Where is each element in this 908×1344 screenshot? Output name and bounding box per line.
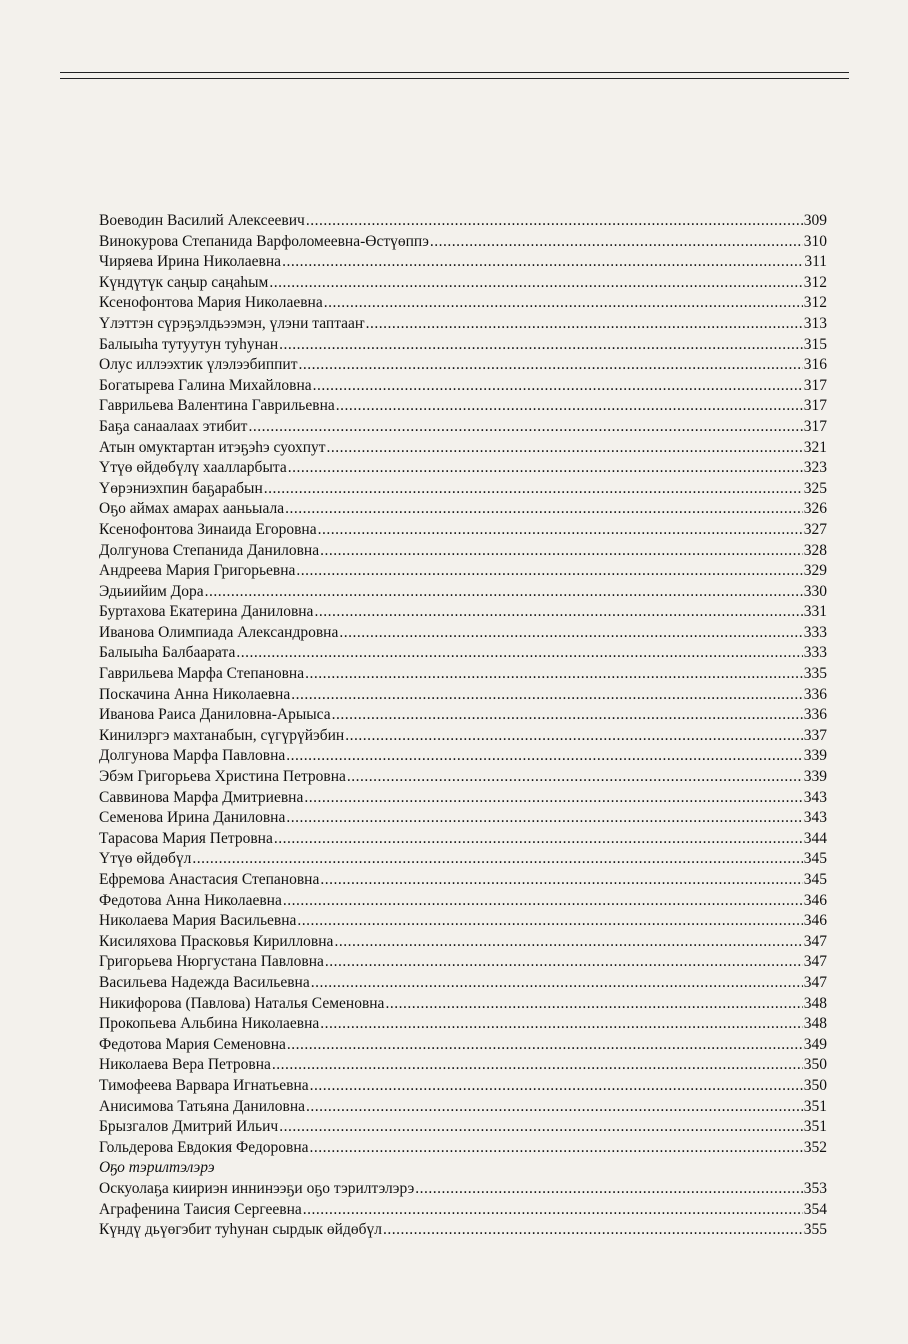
- toc-entry-page: 336: [803, 706, 827, 724]
- toc-entry-page: 312: [803, 294, 827, 312]
- toc-entry-title: Васильева Надежда Васильевна: [99, 973, 310, 991]
- dot-leader: [297, 911, 802, 932]
- dot-leader: [282, 252, 803, 273]
- toc-entry-title: Винокурова Степанида Варфоломеевна-Өстүөппэ: [99, 232, 429, 250]
- toc-entry-page: 321: [803, 438, 827, 456]
- toc-entry-page: 326: [803, 500, 827, 518]
- toc-entry-title: Федотова Мария Семеновна: [99, 1035, 286, 1053]
- toc-entry-page: 323: [803, 459, 827, 477]
- toc-entry: [99, 808, 827, 829]
- toc-entry: [99, 293, 827, 314]
- toc-entry-page: 343: [803, 809, 827, 827]
- dot-leader: [313, 376, 803, 397]
- toc-entry: [99, 1220, 827, 1241]
- toc-entry: [99, 1097, 827, 1118]
- toc-entry-page: 313: [803, 314, 827, 332]
- header-rule-thin: [60, 78, 849, 79]
- toc-entry-page: 317: [803, 397, 827, 415]
- dot-leader: [288, 458, 803, 479]
- dot-leader: [311, 973, 803, 994]
- dot-leader: [334, 932, 802, 953]
- toc-entry-title: Баҕа санаалаах этибит: [99, 417, 248, 435]
- dot-leader: [310, 1138, 803, 1159]
- dot-leader: [269, 273, 802, 294]
- toc-entry-title: Ксенофонтова Зинаида Егоровна: [99, 520, 317, 538]
- toc-entry: [99, 335, 827, 356]
- header-rule-thick: [60, 72, 849, 73]
- dot-leader: [324, 293, 803, 314]
- dot-leader: [286, 808, 802, 829]
- toc-entry-page: 344: [803, 829, 827, 847]
- dot-leader: [298, 355, 802, 376]
- toc-entry: [99, 973, 827, 994]
- toc-entry-page: 352: [803, 1138, 827, 1156]
- dot-leader: [285, 499, 803, 520]
- toc-entry-title: Григорьева Нюргустана Павловна: [99, 953, 324, 971]
- toc-entry-title: Брызгалов Дмитрий Ильич: [99, 1118, 279, 1136]
- dot-leader: [345, 726, 803, 747]
- toc-entry-title: Атын омуктартан итэҕэһэ суохпут: [99, 438, 326, 456]
- toc-entry-title: Поскачина Анна Николаевна: [99, 685, 291, 703]
- dot-leader: [291, 685, 803, 706]
- toc-entry: [99, 932, 827, 953]
- toc-entry-title: Балыыһа Балбаарата: [99, 644, 236, 662]
- toc-entry-title: Гаврильева Валентина Гаврильевна: [99, 397, 335, 415]
- toc-entry-page: 325: [803, 479, 827, 497]
- toc-entry: [99, 849, 827, 870]
- toc-entry-page: 327: [803, 520, 827, 538]
- toc-entry-page: 354: [803, 1200, 827, 1218]
- toc-entry-title: Тарасова Мария Петровна: [99, 829, 273, 847]
- toc-entry-title: Иванова Олимпиада Александровна: [99, 623, 339, 641]
- toc-entry-page: 317: [803, 417, 827, 435]
- toc-entry-title: Гаврильева Марфа Степановна: [99, 665, 305, 683]
- toc-entry-page: 329: [803, 562, 827, 580]
- toc-entry-title: Богатырева Галина Михайловна: [99, 376, 312, 394]
- dot-leader: [264, 479, 803, 500]
- toc-entry: [99, 273, 827, 294]
- dot-leader: [248, 417, 802, 438]
- toc-entry-title: Николаева Вера Петровна: [99, 1056, 271, 1074]
- dot-leader: [430, 232, 803, 253]
- toc-entry: [99, 1014, 827, 1035]
- toc-entry: [99, 314, 827, 335]
- toc-entry-title: Үөрэниэхпин баҕарабын: [99, 479, 263, 497]
- dot-leader: [327, 438, 803, 459]
- toc-entry-page: 331: [803, 603, 827, 621]
- toc-entry-title: Гольдерова Евдокия Федоровна: [99, 1138, 309, 1156]
- dot-leader: [272, 1055, 803, 1076]
- toc-entry-page: 339: [803, 768, 827, 786]
- toc-entry: [99, 870, 827, 891]
- dot-leader: [205, 582, 803, 603]
- toc-entry-title: Воеводин Василий Алексеевич: [99, 212, 305, 229]
- toc-entry-title: Үтүө өйдөбүл: [99, 850, 192, 868]
- toc-entry: [99, 829, 827, 850]
- toc-entry-title: Күндү дьүөгэбит туһунан сырдык өйдөбүл: [99, 1221, 382, 1239]
- dot-leader: [320, 1014, 802, 1035]
- toc-entry-page: 351: [803, 1097, 827, 1115]
- dot-leader: [383, 1220, 803, 1241]
- toc-entry-title: Аграфенина Таисия Сергеевна: [99, 1200, 302, 1218]
- toc-entry-title: Үтүө өйдөбүлү хаалларбыта: [99, 459, 287, 477]
- toc-entry-title: Эдьиийим Дора: [99, 582, 204, 600]
- toc-entry: [99, 911, 827, 932]
- toc-entry: [99, 767, 827, 788]
- toc-entry: [99, 252, 827, 273]
- toc-entry-title: Күндүтүк саңыр саңаһым: [99, 273, 269, 291]
- toc-entry-title: Ефремова Анастасия Степановна: [99, 871, 320, 888]
- toc-entry-page: 346: [803, 891, 827, 909]
- toc-entry-page: 347: [803, 953, 827, 971]
- toc-entry: [99, 685, 827, 706]
- toc-entry-page: 328: [803, 541, 827, 559]
- dot-leader: [274, 829, 803, 850]
- toc-entry: [99, 952, 827, 973]
- toc-entry-page: 345: [803, 850, 827, 868]
- toc-entry-title: Анисимова Татьяна Даниловна: [99, 1097, 305, 1115]
- toc-entry-title: Прокопьева Альбина Николаевна: [99, 1015, 320, 1033]
- toc-entry-title: Никифорова (Павлова) Наталья Семеновна: [99, 994, 385, 1012]
- toc-entry-page: 333: [803, 644, 827, 662]
- dot-leader: [325, 952, 803, 973]
- toc-entry-page: 349: [803, 1035, 827, 1053]
- table-of-contents: [99, 211, 827, 1241]
- toc-entry: [99, 355, 827, 376]
- dot-leader: [286, 746, 803, 767]
- toc-entry: [99, 376, 827, 397]
- toc-entry-page: 316: [803, 356, 827, 374]
- toc-entry-title: Тимофеева Варвара Игнатьевна: [99, 1076, 309, 1094]
- dot-leader: [303, 1200, 803, 1221]
- toc-entry-page: 345: [803, 871, 827, 888]
- dot-leader: [339, 623, 802, 644]
- toc-entry-page: 350: [803, 1076, 827, 1094]
- toc-entry-page: 353: [803, 1179, 827, 1197]
- toc-entry: [99, 705, 827, 726]
- toc-entry-title: Олус иллээхтик үлэлээбиппит: [99, 356, 298, 374]
- dot-leader: [415, 1179, 803, 1200]
- toc-entry-page: 337: [803, 726, 827, 744]
- toc-entry: [99, 541, 827, 562]
- toc-entry: [99, 232, 827, 253]
- toc-entry-page: 317: [803, 376, 827, 394]
- section-heading: Оҕо тэрилтэлэрэ: [99, 1159, 215, 1177]
- dot-leader: [279, 335, 803, 356]
- toc-entry: [99, 211, 827, 232]
- toc-entry-title: Кинилэргэ махтанабын, сүгүрүйэбин: [99, 726, 345, 744]
- toc-entry: [99, 417, 827, 438]
- toc-entry: [99, 1138, 827, 1159]
- toc-entry-page: 350: [803, 1056, 827, 1074]
- toc-entry-page: 347: [803, 932, 827, 950]
- dot-leader: [320, 870, 802, 891]
- dot-leader: [336, 396, 803, 417]
- toc-entry: [99, 664, 827, 685]
- toc-entry: [99, 561, 827, 582]
- toc-entry-page: 347: [803, 973, 827, 991]
- toc-entry-title: Кисиляхова Прасковья Кирилловна: [99, 932, 334, 950]
- toc-entry-title: Долгунова Степанида Даниловна: [99, 541, 320, 559]
- toc-entry: [99, 643, 827, 664]
- toc-entry-title: Семенова Ирина Даниловна: [99, 809, 286, 827]
- toc-entry-page: 336: [803, 685, 827, 703]
- dot-leader: [287, 1035, 803, 1056]
- toc-entry: [99, 1055, 827, 1076]
- toc-entry: [99, 1200, 827, 1221]
- toc-entry: [99, 1117, 827, 1138]
- dot-leader: [366, 314, 803, 335]
- dot-leader: [283, 891, 803, 912]
- toc-entry-page: 346: [803, 912, 827, 930]
- toc-entry-title: Андреева Мария Григорьевна: [99, 562, 296, 580]
- toc-entry-title: Оскуолаҕа киириэн иннинээҕи оҕо тэрилтэлэрэ: [99, 1179, 415, 1197]
- toc-entry-title: Саввинова Марфа Дмитриевна: [99, 788, 304, 806]
- toc-entry-page: 333: [803, 623, 827, 641]
- toc-entry-title: Оҕо аймах амарах ааньыала: [99, 500, 285, 518]
- toc-entry-page: 309: [803, 212, 827, 229]
- toc-entry-page: 348: [803, 1015, 827, 1033]
- dot-leader: [279, 1117, 803, 1138]
- dot-leader: [192, 849, 802, 870]
- toc-entry-page: 343: [803, 788, 827, 806]
- toc-entry: [99, 891, 827, 912]
- dot-leader: [347, 767, 803, 788]
- dot-leader: [306, 1097, 803, 1118]
- toc-entry-page: 311: [804, 253, 827, 271]
- dot-leader: [310, 1076, 803, 1097]
- dot-leader: [314, 602, 802, 623]
- toc-entry: [99, 1035, 827, 1056]
- toc-entry-title: Ксенофонтова Мария Николаевна: [99, 294, 323, 312]
- toc-entry: [99, 458, 827, 479]
- toc-entry-page: 355: [803, 1221, 827, 1239]
- toc-entry-title: Эбэм Григорьева Христина Петровна: [99, 768, 346, 786]
- dot-leader: [332, 705, 803, 726]
- toc-entry-page: 335: [803, 665, 827, 683]
- toc-entry: [99, 1179, 827, 1200]
- dot-leader: [385, 994, 802, 1015]
- toc-entry: [99, 479, 827, 500]
- dot-leader: [305, 664, 803, 685]
- toc-entry: [99, 520, 827, 541]
- dot-leader: [306, 211, 803, 232]
- toc-entry-page: 339: [803, 747, 827, 765]
- toc-entry: [99, 994, 827, 1015]
- toc-entry-page: 351: [803, 1118, 827, 1136]
- toc-entry: [99, 746, 827, 767]
- toc-entry-title: Балыыһа тутуутун туһунан: [99, 335, 279, 353]
- toc-entry-page: 315: [803, 335, 827, 353]
- toc-entry: [99, 1076, 827, 1097]
- toc-entry-title: Иванова Раиса Даниловна-Арыыса: [99, 706, 331, 724]
- toc-entry-page: 310: [803, 232, 827, 250]
- toc-entry: [99, 396, 827, 417]
- dot-leader: [320, 541, 803, 562]
- toc-entry-page: 348: [803, 994, 827, 1012]
- toc-entry: [99, 602, 827, 623]
- toc-entry: [99, 788, 827, 809]
- toc-entry-title: Федотова Анна Николаевна: [99, 891, 282, 909]
- toc-entry-page: 312: [803, 273, 827, 291]
- dot-leader: [236, 643, 802, 664]
- toc-entry: [99, 499, 827, 520]
- toc-entry: [99, 438, 827, 459]
- dot-leader: [296, 561, 802, 582]
- toc-entry-title: Буртахова Екатерина Даниловна: [99, 603, 314, 621]
- toc-entry-title: Чиряева Ирина Николаевна: [99, 253, 282, 271]
- toc-entry-title: Долгунова Марфа Павловна: [99, 747, 286, 765]
- toc-entry: [99, 582, 827, 603]
- toc-entry: [99, 623, 827, 644]
- toc-entry-title: Николаева Мария Васильевна: [99, 912, 297, 930]
- toc-entry: [99, 726, 827, 747]
- toc-entry-title: Үлэттэн сүрэҕэлдьээмэн, үлэни таптааҥ: [99, 314, 365, 332]
- dot-leader: [318, 520, 803, 541]
- dot-leader: [304, 788, 802, 809]
- toc-entry-page: 330: [803, 582, 827, 600]
